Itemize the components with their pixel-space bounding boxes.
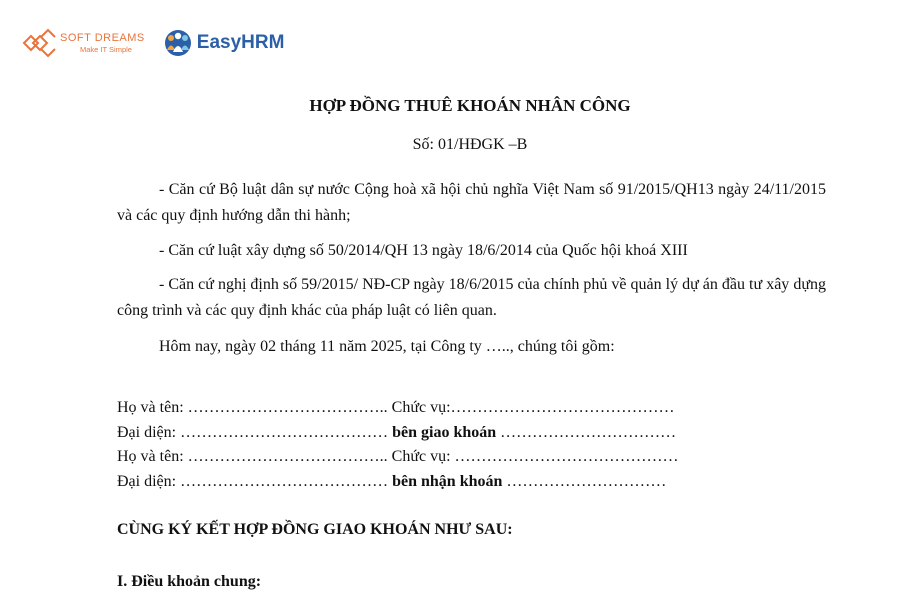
party-a-name-label: Họ và tên: ……………………………….. Chức vụ:…………………………………… [117, 399, 675, 416]
softdreams-tagline: Make IT Simple [80, 44, 132, 54]
clause-decree: - Căn cứ nghị định số 59/2015/ NĐ-CP ngày 18/6/2015 của chính phủ về quản lý dự án đầu tư xây dựng công trình và các quy định khác của pháp luật có liên quan. [117, 276, 826, 319]
party-a-name-row [117, 395, 675, 420]
party-a-representative-row [117, 420, 676, 445]
clause-date-place: Hôm nay, ngày 02 tháng 11 năm 2025, tại Công ty ….., chúng tôi gồm: [159, 338, 615, 355]
header-logos [22, 26, 284, 60]
party-a-representative-label: Đại diện: ………………………………… [117, 424, 393, 441]
party-b-name-label: Họ và tên: ……………………………….. Chức vụ: …………………………………… [117, 448, 679, 465]
party-b-name-row [117, 444, 679, 469]
clause-construction-law: - Căn cứ luật xây dựng số 50/2014/QH 13 ngày 18/6/2014 của Quốc hội khoá XIII [159, 242, 688, 259]
section-general-terms: I. Điều khoản chung: [117, 573, 262, 590]
party-b-representative-row [117, 469, 666, 494]
party-a-role: bên giao khoán [392, 424, 497, 441]
softdreams-logo [22, 28, 145, 58]
clause-civil-code: - Căn cứ Bộ luật dân sự nước Cộng hoà xã hội chủ nghĩa Việt Nam số 91/2015/QH13 ngày 24/11/2015 và các quy định hướng dẫn thi hành; [117, 181, 826, 224]
party-b-representative-label: Đại diện: ………………………………… [117, 473, 393, 490]
contract-number: Số: 01/HĐGK –B [412, 136, 528, 153]
easyhrm-name: EasyHRM [196, 32, 285, 53]
party-a-tail: …………………………… [496, 424, 677, 441]
agreement-heading: CÙNG KÝ KẾT HỢP ĐỒNG GIAO KHOÁN NHƯ SAU: [117, 521, 513, 538]
party-b-tail: ………………………… [502, 473, 667, 490]
softdreams-icon [22, 28, 56, 58]
document-title: HỢP ĐỒNG THUÊ KHOÁN NHÂN CÔNG [309, 96, 631, 115]
party-b-role: bên nhận khoán [392, 473, 503, 490]
easyhrm-logo [161, 28, 285, 58]
easyhrm-icon [161, 28, 195, 58]
softdreams-name: SOFT DREAMS [60, 31, 145, 44]
